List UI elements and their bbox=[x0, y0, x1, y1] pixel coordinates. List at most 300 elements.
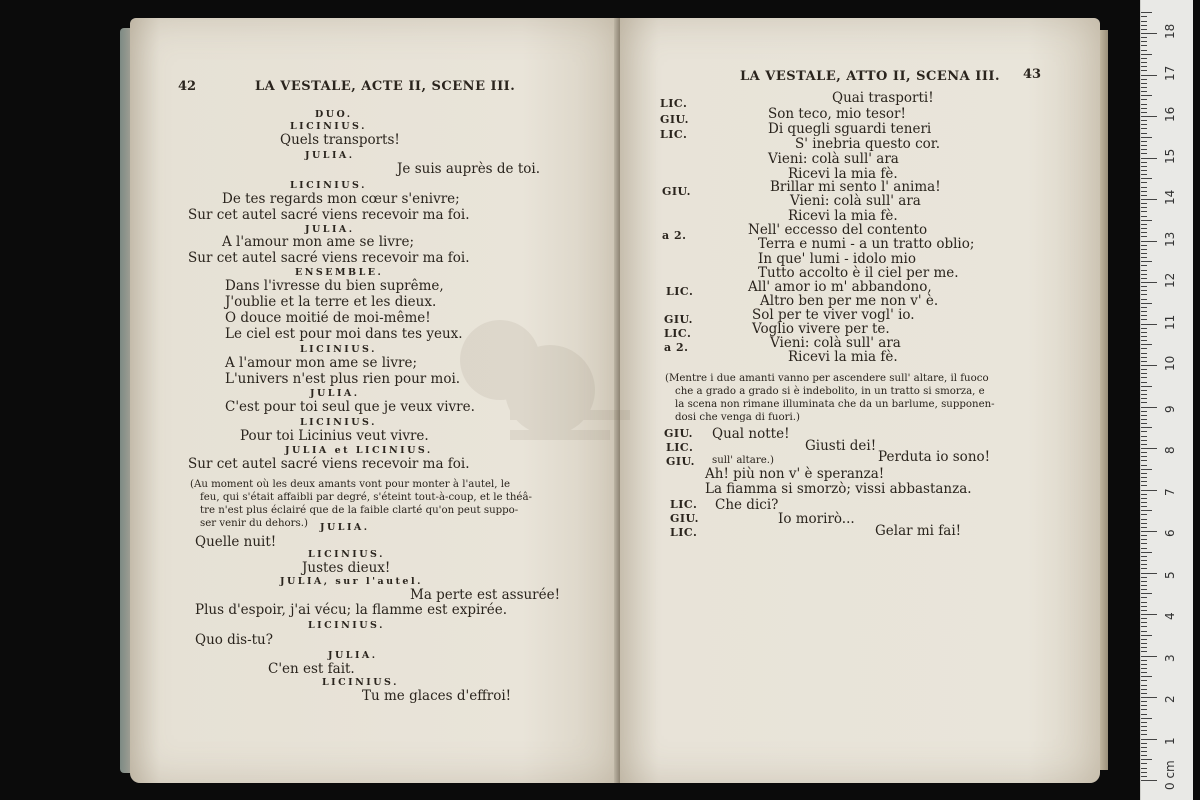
ruler-tick bbox=[1141, 16, 1147, 17]
ruler-tick bbox=[1141, 535, 1147, 536]
ruler-tick bbox=[1141, 91, 1147, 92]
speaker-label: LIC. bbox=[666, 285, 694, 298]
stage-direction: ser venir du dehors.) bbox=[200, 518, 308, 529]
speaker: LICINIUS. bbox=[300, 344, 377, 355]
speaker: LICINIUS. bbox=[290, 180, 367, 191]
ruler-tick bbox=[1141, 203, 1147, 204]
ruler-tick bbox=[1141, 768, 1147, 769]
ruler-tick bbox=[1141, 514, 1147, 515]
ruler-tick bbox=[1141, 294, 1147, 295]
verse-line: Ricevi la mia fè. bbox=[788, 208, 898, 224]
ruler-tick bbox=[1141, 668, 1147, 669]
ruler-tick bbox=[1141, 739, 1157, 740]
ruler-tick bbox=[1141, 353, 1147, 354]
verse-line: Tutto accolto è il ciel per me. bbox=[758, 265, 959, 281]
ruler-tick bbox=[1141, 519, 1147, 520]
speaker: LICINIUS. bbox=[308, 620, 385, 631]
ruler-tick bbox=[1141, 622, 1147, 623]
ruler-tick bbox=[1141, 685, 1147, 686]
ruler-tick bbox=[1141, 498, 1147, 499]
ruler-tick bbox=[1141, 539, 1147, 540]
left-page bbox=[130, 18, 620, 783]
ruler-tick bbox=[1141, 581, 1147, 582]
verse-line: Dans l'ivresse du bien suprême, bbox=[225, 278, 444, 294]
ruler-number: 8 bbox=[1163, 446, 1177, 454]
ruler-tick bbox=[1141, 656, 1157, 657]
speaker: ENSEMBLE. bbox=[295, 267, 384, 278]
ruler-tick bbox=[1141, 87, 1147, 88]
ruler-tick bbox=[1141, 382, 1147, 383]
ruler-number: 11 bbox=[1163, 314, 1177, 330]
ruler-tick bbox=[1141, 651, 1147, 652]
stage-direction: tre n'est plus éclairé que de la faible clarté qu'on peut suppo- bbox=[200, 505, 519, 516]
stage-direction: sull' altare.) bbox=[712, 455, 774, 466]
verse-line: Ricevi la mia fè. bbox=[788, 349, 898, 365]
verse-line: A l'amour mon ame se livre; bbox=[225, 355, 417, 371]
ruler-tick bbox=[1141, 33, 1157, 34]
verse-line: Vieni: colà sull' ara bbox=[768, 151, 899, 167]
ruler-number: 18 bbox=[1163, 23, 1177, 39]
ruler-tick bbox=[1141, 390, 1147, 391]
verse-line: O douce moitié de moi-même! bbox=[225, 310, 431, 326]
verse-line: Perduta io sono! bbox=[878, 449, 991, 465]
ruler-tick bbox=[1141, 419, 1147, 420]
ruler-tick bbox=[1141, 714, 1147, 715]
ruler-tick bbox=[1141, 660, 1147, 661]
ruler-tick bbox=[1141, 137, 1152, 138]
verse-line: Sur cet autel sacré viens recevoir ma foi. bbox=[188, 456, 470, 472]
page-number-right: 43 bbox=[1023, 67, 1042, 82]
ruler-tick bbox=[1141, 780, 1157, 781]
ruler-tick bbox=[1141, 216, 1147, 217]
ruler-tick bbox=[1141, 95, 1152, 96]
ruler-tick bbox=[1141, 543, 1147, 544]
speaker: DUO. bbox=[315, 109, 353, 120]
verse-line: La fiamma si smorzò; vissi abbastanza. bbox=[705, 481, 972, 497]
ruler-tick bbox=[1141, 290, 1147, 291]
speaker: JULIA. bbox=[328, 650, 378, 661]
ruler-tick bbox=[1141, 120, 1147, 121]
verse-line: Son teco, mio tesor! bbox=[768, 106, 906, 122]
ruler-tick bbox=[1141, 41, 1147, 42]
ruler-tick bbox=[1141, 128, 1147, 129]
ruler-tick bbox=[1141, 618, 1147, 619]
ruler-tick bbox=[1141, 274, 1147, 275]
ruler-tick bbox=[1141, 253, 1147, 254]
ruler-tick bbox=[1141, 473, 1147, 474]
verse-line: Quai trasporti! bbox=[832, 90, 934, 106]
ruler-tick bbox=[1141, 423, 1147, 424]
ruler-tick bbox=[1141, 211, 1147, 212]
ruler-tick bbox=[1141, 282, 1157, 283]
verse-line: Qual notte! bbox=[712, 426, 790, 442]
ruler-tick bbox=[1141, 701, 1147, 702]
verse-line: Nell' eccesso del contento bbox=[748, 222, 928, 238]
ruler-tick bbox=[1141, 705, 1147, 706]
speaker: JULIA, sur l'autel. bbox=[280, 576, 423, 587]
speaker-label: GIU. bbox=[664, 313, 693, 326]
ruler-number: 5 bbox=[1163, 570, 1177, 579]
verse-line: Pour toi Licinius veut vivre. bbox=[240, 428, 429, 444]
ruler-tick bbox=[1141, 79, 1147, 80]
ruler-tick bbox=[1141, 386, 1152, 387]
ruler-tick bbox=[1141, 365, 1157, 366]
ruler-tick bbox=[1141, 75, 1157, 76]
ruler-tick bbox=[1141, 631, 1147, 632]
speaker-label: GIU. bbox=[660, 113, 689, 126]
verse-line: Gelar mi fai! bbox=[875, 523, 962, 539]
ruler-tick bbox=[1141, 340, 1147, 341]
verse-line: Terra e numi - a un tratto oblio; bbox=[758, 236, 975, 252]
ruler-tick bbox=[1141, 245, 1147, 246]
ruler-tick bbox=[1141, 573, 1157, 574]
ruler-tick bbox=[1141, 726, 1147, 727]
ruler-tick bbox=[1141, 328, 1147, 329]
verse-line: Plus d'espoir, j'ai vécu; la flamme est expirée. bbox=[195, 602, 508, 618]
ruler-tick bbox=[1141, 232, 1147, 233]
verse-line: Brillar mi sento l' anima! bbox=[770, 179, 941, 195]
ruler-number: 4 bbox=[1163, 612, 1177, 620]
ruler-tick bbox=[1141, 614, 1157, 615]
ruler-tick bbox=[1141, 494, 1147, 495]
right-page bbox=[620, 18, 1100, 783]
speaker: JULIA. bbox=[305, 224, 355, 235]
speaker: JULIA et LICINIUS. bbox=[285, 445, 433, 456]
ruler-tick bbox=[1141, 66, 1147, 67]
ruler-tick bbox=[1141, 191, 1147, 192]
speaker: LICINIUS. bbox=[322, 677, 399, 688]
ruler-tick bbox=[1141, 680, 1147, 681]
ruler-tick bbox=[1141, 485, 1147, 486]
speaker-label: LIC. bbox=[670, 526, 698, 539]
ruler-tick bbox=[1141, 357, 1147, 358]
ruler-tick bbox=[1141, 751, 1147, 752]
ruler-tick bbox=[1141, 564, 1147, 565]
speaker: JULIA. bbox=[320, 522, 370, 533]
ruler-tick bbox=[1141, 336, 1147, 337]
ruler-tick bbox=[1141, 465, 1147, 466]
stage-direction: che a grado a grado si è indebolito, in un tratto si smorza, e bbox=[675, 386, 985, 397]
verse-line: Voglio vivere per te. bbox=[752, 321, 890, 337]
ruler-number: 7 bbox=[1163, 487, 1177, 496]
ruler-tick bbox=[1141, 241, 1157, 242]
ruler-tick bbox=[1141, 261, 1152, 262]
ruler-tick bbox=[1141, 377, 1147, 378]
ruler-tick bbox=[1141, 45, 1147, 46]
ruler-tick bbox=[1141, 12, 1152, 13]
ruler-tick bbox=[1141, 54, 1152, 55]
ruler-tick bbox=[1141, 643, 1147, 644]
ruler-tick bbox=[1141, 25, 1147, 26]
ruler-tick bbox=[1141, 502, 1147, 503]
ruler-tick bbox=[1141, 162, 1147, 163]
speaker: LICINIUS. bbox=[300, 417, 377, 428]
ruler-tick bbox=[1141, 332, 1147, 333]
ruler-tick bbox=[1141, 436, 1147, 437]
speaker-label: LIC. bbox=[666, 441, 694, 454]
ruler-tick bbox=[1141, 29, 1147, 30]
ruler-tick bbox=[1141, 626, 1147, 627]
ruler-tick bbox=[1141, 776, 1147, 777]
ruler-number: 15 bbox=[1163, 148, 1177, 164]
ruler-tick bbox=[1141, 427, 1152, 428]
speaker: LICINIUS. bbox=[290, 121, 367, 132]
ruler-tick bbox=[1141, 531, 1157, 532]
ruler-tick bbox=[1141, 411, 1147, 412]
verse-line: Vieni: colà sull' ara bbox=[770, 335, 901, 351]
ruler-number: 9 bbox=[1163, 404, 1177, 413]
ruler-tick bbox=[1141, 452, 1147, 453]
verse-line: Altro ben per me non v' è. bbox=[760, 293, 939, 309]
speaker-label: GIU. bbox=[662, 185, 691, 198]
ruler-tick bbox=[1141, 398, 1147, 399]
ruler-tick bbox=[1141, 407, 1157, 408]
ruler-tick bbox=[1141, 610, 1147, 611]
ruler-tick bbox=[1141, 415, 1147, 416]
ruler-tick bbox=[1141, 170, 1147, 171]
ruler-tick bbox=[1141, 664, 1147, 665]
verse-line: All' amor io m' abbandono, bbox=[748, 279, 932, 295]
ruler-tick bbox=[1141, 369, 1147, 370]
speaker-label: a 2. bbox=[664, 341, 689, 354]
ruler-tick bbox=[1141, 270, 1147, 271]
ruler-tick bbox=[1141, 589, 1147, 590]
ruler-tick bbox=[1141, 552, 1152, 553]
speaker-label: LIC. bbox=[660, 97, 688, 110]
ruler-tick bbox=[1141, 755, 1147, 756]
ruler-tick bbox=[1141, 187, 1147, 188]
ruler-tick bbox=[1141, 224, 1147, 225]
ruler-tick bbox=[1141, 676, 1152, 677]
verse-line: S' inebria questo cor. bbox=[795, 136, 941, 152]
verse-line: C'en est fait. bbox=[268, 661, 355, 677]
ruler-tick bbox=[1141, 99, 1147, 100]
verse-line: Vieni: colà sull' ara bbox=[790, 193, 921, 209]
ruler-tick bbox=[1141, 236, 1147, 237]
ruler-tick bbox=[1141, 207, 1147, 208]
ruler-tick bbox=[1141, 759, 1152, 760]
speaker: LICINIUS. bbox=[308, 549, 385, 560]
ruler-tick bbox=[1141, 440, 1147, 441]
ruler-tick bbox=[1141, 606, 1147, 607]
ruler-tick bbox=[1141, 182, 1147, 183]
ruler-tick bbox=[1141, 763, 1147, 764]
verse-line: Quo dis-tu? bbox=[195, 632, 273, 648]
speaker-label: LIC. bbox=[670, 498, 698, 511]
ruler-tick bbox=[1141, 577, 1147, 578]
ruler-tick bbox=[1141, 693, 1147, 694]
ruler-tick bbox=[1141, 602, 1147, 603]
speaker-label: LIC. bbox=[664, 327, 692, 340]
ruler-tick bbox=[1141, 83, 1147, 84]
ruler-tick bbox=[1141, 448, 1157, 449]
ruler-number: 2 bbox=[1163, 695, 1177, 703]
ruler-tick bbox=[1141, 772, 1147, 773]
page-number-left: 42 bbox=[178, 79, 197, 94]
verse-line: Le ciel est pour moi dans tes yeux. bbox=[225, 326, 463, 342]
speaker-label: a 2. bbox=[662, 229, 687, 242]
ruler-tick bbox=[1141, 133, 1147, 134]
ruler-tick bbox=[1141, 145, 1147, 146]
ruler-tick bbox=[1141, 124, 1147, 125]
verse-line: L'univers n'est plus rien pour moi. bbox=[225, 371, 461, 387]
verse-line: C'est pour toi seul que je veux vivre. bbox=[225, 399, 475, 415]
speaker-label: GIU. bbox=[666, 455, 695, 468]
ruler-tick bbox=[1141, 303, 1152, 304]
ruler-tick bbox=[1141, 647, 1147, 648]
ruler-tick bbox=[1141, 568, 1147, 569]
verse-line: In que' lumi - idolo mio bbox=[758, 251, 916, 267]
ruler-tick bbox=[1141, 527, 1147, 528]
ruler-tick bbox=[1141, 394, 1147, 395]
verse-line: Sur cet autel sacré viens recevoir ma foi. bbox=[188, 207, 470, 223]
speaker-label: GIU. bbox=[670, 512, 699, 525]
ruler-tick bbox=[1141, 402, 1147, 403]
ruler-tick bbox=[1141, 141, 1147, 142]
ruler-tick bbox=[1141, 265, 1147, 266]
verse-line: A l'amour mon ame se livre; bbox=[222, 234, 414, 250]
ruler-tick bbox=[1141, 195, 1147, 196]
ruler-tick bbox=[1141, 278, 1147, 279]
ruler-tick bbox=[1141, 506, 1147, 507]
verse-line: Che dici? bbox=[715, 497, 779, 513]
running-head-left: LA VESTALE, ACTE II, SCENE III. bbox=[255, 79, 516, 94]
ruler-tick bbox=[1141, 344, 1152, 345]
ruler-tick bbox=[1141, 324, 1157, 325]
ruler-tick bbox=[1141, 548, 1147, 549]
ruler-tick bbox=[1141, 444, 1147, 445]
speaker-label: GIU. bbox=[664, 427, 693, 440]
ruler-number: 12 bbox=[1163, 272, 1177, 288]
ruler-tick bbox=[1141, 635, 1152, 636]
ruler-tick bbox=[1141, 153, 1147, 154]
ruler-tick bbox=[1141, 747, 1147, 748]
ruler-number: 16 bbox=[1163, 106, 1177, 122]
stage-direction: feu, qui s'était affaibli par degré, s'éteint tout-à-coup, et le théâ- bbox=[200, 492, 532, 503]
ruler-tick bbox=[1141, 37, 1147, 38]
verse-line: Ricevi la mia fè. bbox=[788, 166, 898, 182]
ruler-tick bbox=[1141, 510, 1152, 511]
running-head-right: LA VESTALE, ATTO II, SCENA III. bbox=[740, 69, 1001, 84]
ruler-tick bbox=[1141, 220, 1152, 221]
ruler-tick bbox=[1141, 593, 1152, 594]
ruler-tick bbox=[1141, 158, 1157, 159]
ruler-tick bbox=[1141, 560, 1147, 561]
ruler-tick bbox=[1141, 672, 1147, 673]
ruler-tick bbox=[1141, 116, 1157, 117]
measurement-ruler bbox=[1140, 0, 1193, 800]
ruler-tick bbox=[1141, 62, 1147, 63]
ruler-tick bbox=[1141, 178, 1152, 179]
verse-line: Quels transports! bbox=[280, 132, 400, 148]
speaker: JULIA. bbox=[305, 150, 355, 161]
ruler-tick bbox=[1141, 456, 1147, 457]
ruler-tick bbox=[1141, 477, 1147, 478]
ruler-tick bbox=[1141, 50, 1147, 51]
ruler-tick bbox=[1141, 460, 1147, 461]
ruler-tick bbox=[1141, 286, 1147, 287]
ruler-tick bbox=[1141, 556, 1147, 557]
ruler-tick bbox=[1141, 149, 1147, 150]
ruler-tick bbox=[1141, 730, 1147, 731]
open-book bbox=[130, 18, 1100, 783]
ruler-tick bbox=[1141, 174, 1147, 175]
ruler-tick bbox=[1141, 21, 1147, 22]
ruler-tick bbox=[1141, 70, 1147, 71]
ruler-tick bbox=[1141, 689, 1147, 690]
ruler-tick bbox=[1141, 523, 1147, 524]
ruler-tick bbox=[1141, 228, 1147, 229]
ruler-tick bbox=[1141, 585, 1147, 586]
verse-line: Giusti dei! bbox=[805, 438, 877, 454]
ruler-number: 13 bbox=[1163, 231, 1177, 247]
verse-line: Ah! più non v' è speranza! bbox=[705, 466, 885, 482]
ruler-tick bbox=[1141, 307, 1147, 308]
ruler-tick bbox=[1141, 743, 1147, 744]
speaker: JULIA. bbox=[310, 388, 360, 399]
ruler-tick bbox=[1141, 108, 1147, 109]
ruler-tick bbox=[1141, 104, 1147, 105]
ruler-tick bbox=[1141, 722, 1147, 723]
ruler-tick bbox=[1141, 697, 1157, 698]
ruler-tick bbox=[1141, 481, 1147, 482]
verse-line: Je suis auprès de toi. bbox=[397, 161, 540, 177]
ruler-tick bbox=[1141, 431, 1147, 432]
stage-direction: dosi che venga di fuori.) bbox=[675, 412, 800, 423]
ruler-number: 1 bbox=[1163, 736, 1177, 745]
ruler-tick bbox=[1141, 348, 1147, 349]
ruler-tick bbox=[1141, 166, 1147, 167]
ruler-tick bbox=[1141, 112, 1147, 113]
ruler-number: 6 bbox=[1163, 529, 1177, 537]
ruler-tick bbox=[1141, 311, 1147, 312]
stage-direction: (Au moment où les deux amants vont pour monter à l'autel, le bbox=[190, 479, 511, 490]
ruler-number: 14 bbox=[1163, 189, 1177, 205]
ruler-tick bbox=[1141, 249, 1147, 250]
verse-line: Justes dieux! bbox=[302, 560, 391, 576]
ruler-tick bbox=[1141, 639, 1147, 640]
ruler-tick bbox=[1141, 299, 1147, 300]
stage-direction: la scena non rimane illuminata che da un barlume, supponen- bbox=[675, 399, 995, 410]
verse-line: Sur cet autel sacré viens recevoir ma foi. bbox=[188, 250, 470, 266]
verse-line: Quelle nuit! bbox=[195, 534, 277, 550]
ruler-tick bbox=[1141, 373, 1147, 374]
ruler-tick bbox=[1141, 597, 1147, 598]
verse-line: Ma perte est assurée! bbox=[410, 587, 561, 603]
ruler-tick bbox=[1141, 734, 1147, 735]
ruler-number: 3 bbox=[1163, 653, 1177, 662]
ruler-tick bbox=[1141, 490, 1157, 491]
ruler-tick bbox=[1141, 58, 1147, 59]
ruler-tick bbox=[1141, 199, 1157, 200]
speaker-label: LIC. bbox=[660, 128, 688, 141]
verse-line: Sol per te viver vogl' io. bbox=[752, 307, 915, 323]
ruler-number: 10 bbox=[1163, 355, 1177, 371]
verse-line: Io morirò... bbox=[778, 511, 855, 527]
ruler-tick bbox=[1141, 361, 1147, 362]
verse-line: Tu me glaces d'effroi! bbox=[362, 688, 512, 704]
ruler-unit-label: 0 cm bbox=[1163, 760, 1177, 790]
ruler-tick bbox=[1141, 718, 1152, 719]
verse-line: Di quegli sguardi teneri bbox=[768, 121, 932, 137]
verse-line: J'oublie et la terre et les dieux. bbox=[225, 294, 437, 310]
ruler-number: 17 bbox=[1163, 65, 1177, 81]
verse-line: De tes regards mon cœur s'enivre; bbox=[222, 191, 460, 207]
ruler-tick bbox=[1141, 257, 1147, 258]
stage-direction: (Mentre i due amanti vanno per ascendere sull' altare, il fuoco bbox=[665, 373, 989, 384]
ruler-tick bbox=[1141, 469, 1152, 470]
ruler-tick bbox=[1141, 709, 1147, 710]
